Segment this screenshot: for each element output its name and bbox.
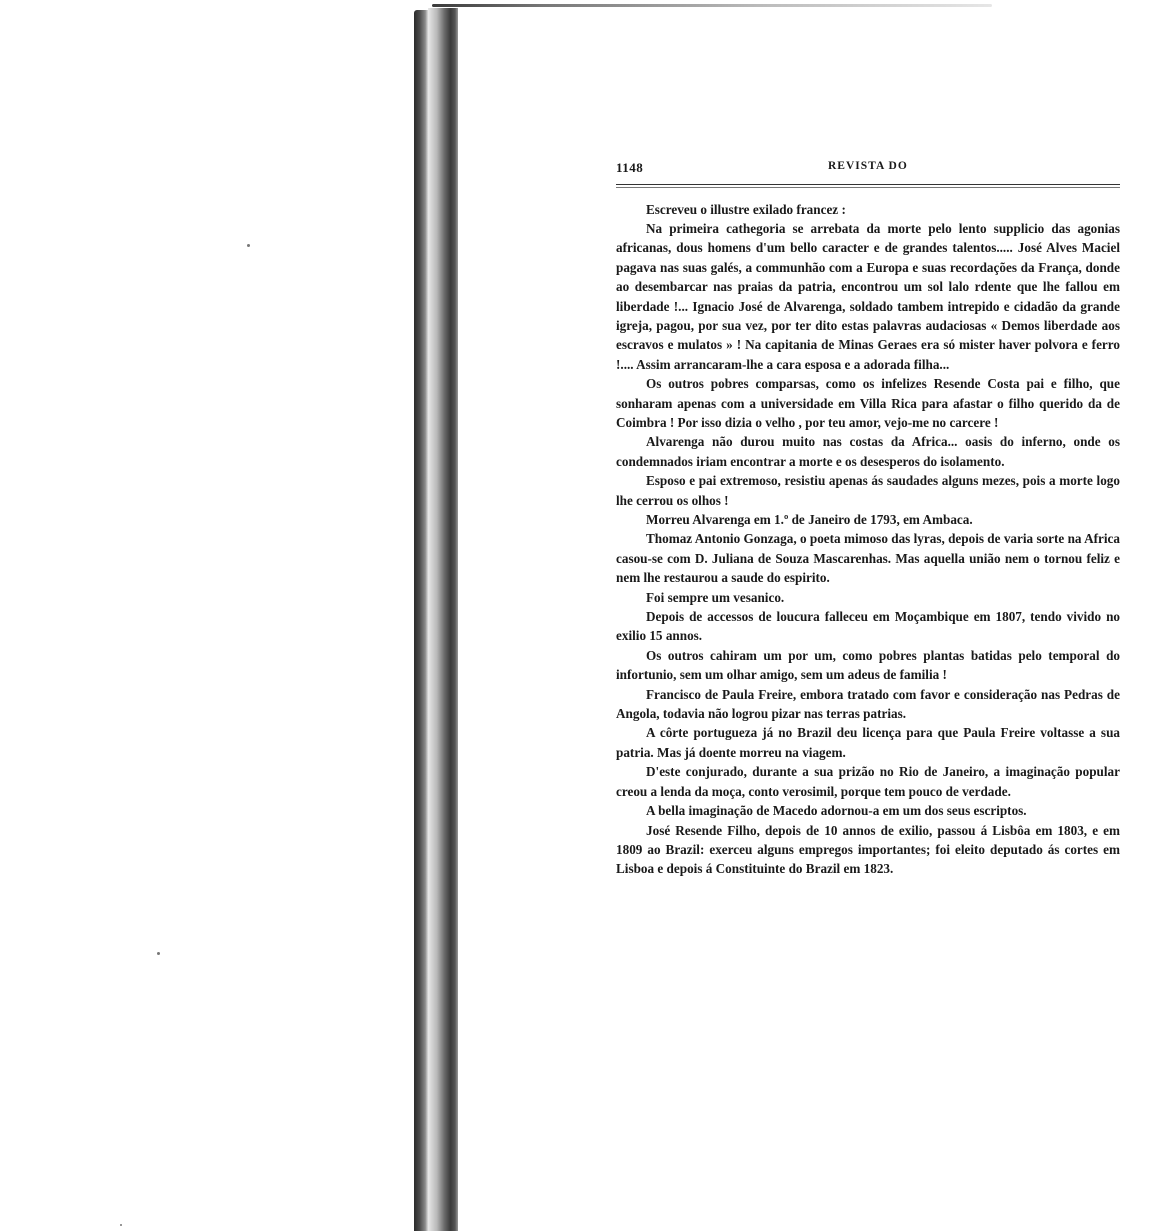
paragraph: A bella imaginação de Macedo adornou-a em um dos seus escriptos. <box>646 803 1027 819</box>
paragraph: José Resende Filho, depois de 10 annos de exilio, passou á Lisbôa em 1803, e em 1809 ao Brazil: exerceu alguns empregos importantes; foi eleito deputado ás cortes em Lisboa e depois á Constituinte do Brazil em 1823. <box>616 822 1120 877</box>
book-spine-shadow <box>414 10 428 1231</box>
scan-speck <box>247 244 250 247</box>
paragraph: Francisco de Paula Freire, embora tratado com favor e consideração nas Pedras de Angola, todavia não logrou pizar nas terras patrias. <box>616 686 1120 722</box>
paragraph: Os outros cahiram um por um, como pobres plantas batidas pelo temporal do infortunio, sem um olhar amigo, sem um adeus de familia ! <box>616 647 1120 683</box>
paragraph: Os outros pobres comparsas, como os infelizes Resende Costa pai e filho, que sonharam apenas com a universidade em Villa Rica para afastar o filho querido da de Coimbra ! Por isso dizia o velho , por teu amor, vejo-me no carcere ! <box>616 376 1120 430</box>
paragraph: Esposo e pai extremoso, resistiu apenas ás saudades alguns mezes, pois a morte logo lhe cerrou os olhos ! <box>616 473 1120 508</box>
page-body <box>616 200 1120 879</box>
paragraph: Foi sempre um vesanico. <box>646 589 785 605</box>
header-rule <box>616 184 1120 188</box>
paragraph: A côrte portugueza já no Brazil deu licença para que Paula Freire voltasse a sua patria. Mas já doente morreu na viagem. <box>616 725 1120 760</box>
scan-speck <box>157 952 160 955</box>
paragraph: Na primeira cathegoria se arrebata da morte pelo lento supplicio das agonias africanas, dous homens d'um bello caracter e de grandes talentos..... José Alves Maciel pagava nas suas galés, a communhão com a Europa e suas recordações da França, donde ao desembarcar nas praias da patria, encontrou um sol lalo rdente que lhe fallou em liberdade !... Ignacio José de Alvarenga, soldado tambem intrepido e cidadão da grande igreja, pagou, por sua vez, por ter dito estas palavras audaciosas « Demos liberdade aos escravos e mulatos » ! Na capitania de Minas Geraes era só mister haver polvora e ferro !.... Assim arrancaram-lhe a cara esposa e a adorada filha... <box>616 220 1120 372</box>
paragraph: Morreu Alvarenga em 1.º de Janeiro de 1793, em Ambaca. <box>646 512 973 527</box>
page-top-edge <box>432 4 992 7</box>
page-number: 1148 <box>616 160 644 175</box>
book-gutter <box>428 8 458 1231</box>
paragraph: D'este conjurado, durante a sua prizão no Rio de Janeiro, a imaginação popular creou a lenda da moça, conto verosimil, porque tem pouco de verdade. <box>616 764 1120 799</box>
paragraph: Depois de accessos de loucura falleceu em Moçambique em 1807, tendo vivido no exilio 15 annos. <box>616 609 1120 644</box>
page-header <box>616 160 1120 180</box>
running-title: REVISTA DO <box>828 160 908 172</box>
paragraph: Alvarenga não durou muito nas costas da Africa... oasis do inferno, onde os condemnados iriam encontrar a morte e os desesperos do isolamento. <box>616 434 1120 469</box>
paragraph: Thomaz Antonio Gonzaga, o poeta mimoso das lyras, depois de varia sorte na Africa casou-se com D. Juliana de Souza Mascarenhas. Mas aquella união nem o tornou feliz e nem lhe restaurou a saude do espirito. <box>616 531 1120 586</box>
scan-speck <box>120 1224 122 1226</box>
paragraph: Escreveu o illustre exilado francez : <box>646 201 846 217</box>
book-page <box>616 160 1120 879</box>
